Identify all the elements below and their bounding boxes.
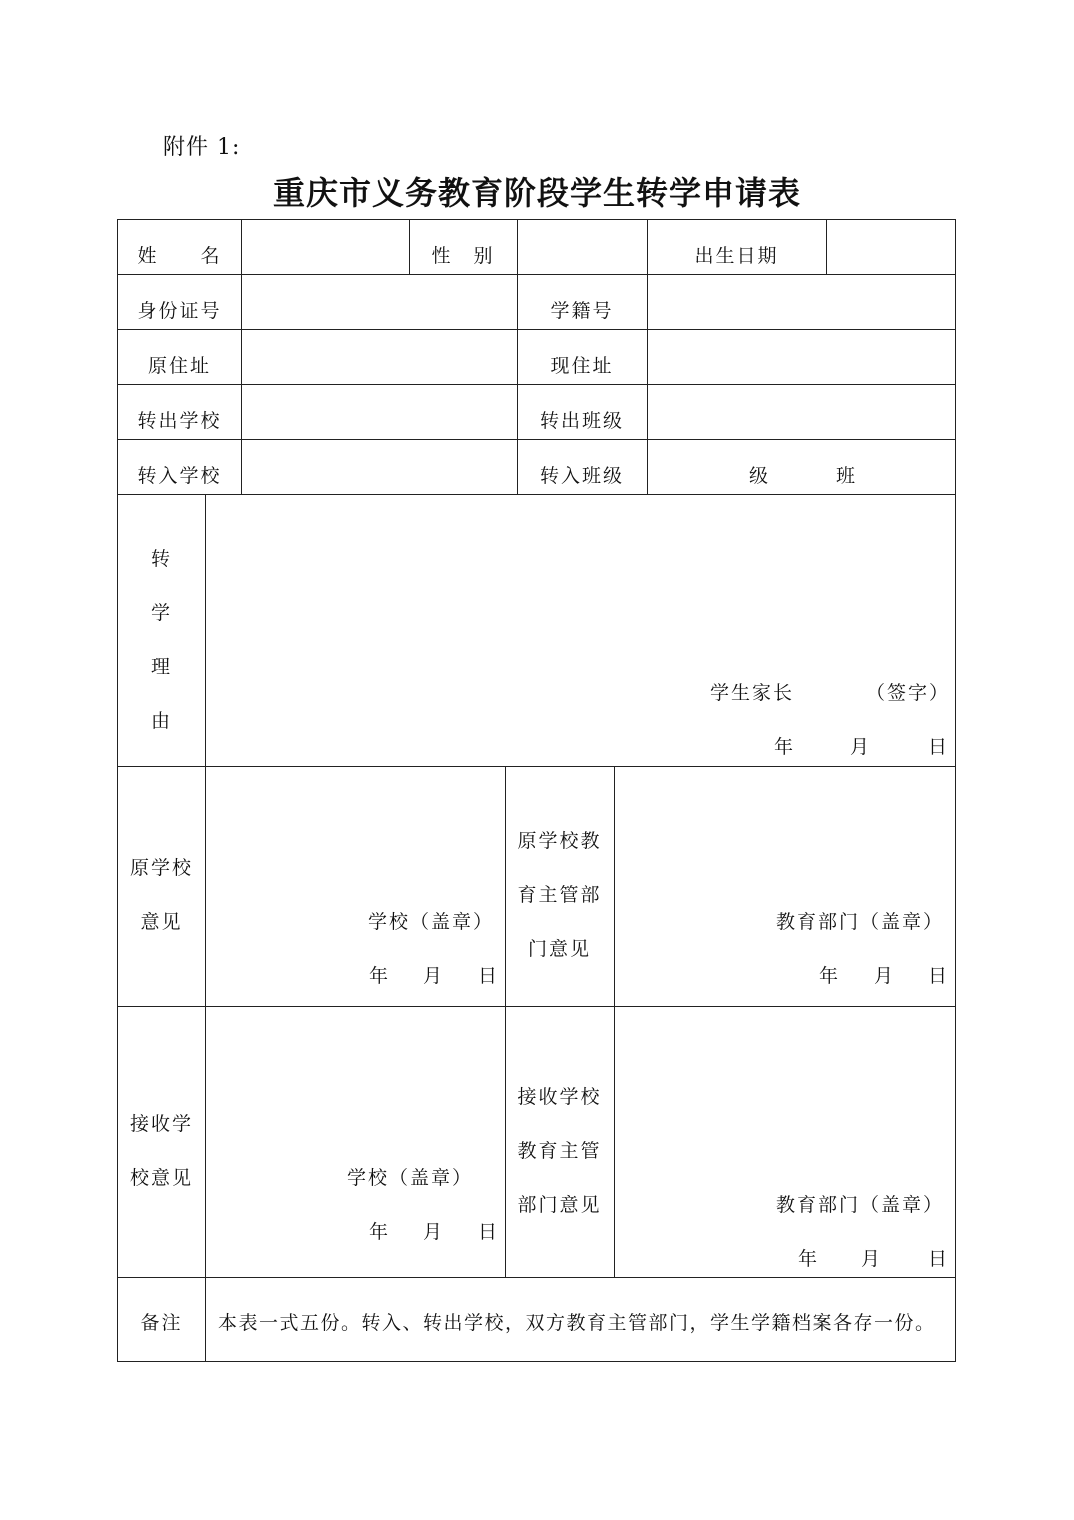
col-divider [205, 494, 206, 1361]
col-divider [614, 766, 615, 1277]
transfer-reason-field[interactable] [207, 496, 954, 764]
school-stamp-label: 学校（盖章） [368, 911, 495, 933]
row-divider [118, 1006, 955, 1007]
receiving-dept-opinion-field[interactable] [616, 1008, 954, 1276]
transfer-in-class-label: 转入班级 [539, 465, 624, 487]
old-address-field[interactable] [242, 331, 516, 383]
date-year-label: 年 [819, 965, 841, 987]
attachment-label: 附件 1: [163, 135, 241, 160]
date-month-label: 月 [423, 1221, 445, 1243]
class-unit-label: 班 [836, 465, 858, 487]
receiving-dept-opinion-label: 教育主管 [517, 1140, 602, 1162]
reason-label-char: 转 [150, 548, 172, 570]
name-label: 姓 名 [137, 245, 222, 267]
original-dept-opinion-label: 育主管部 [517, 884, 602, 906]
name-field[interactable] [242, 221, 408, 273]
original-school-opinion-label: 意见 [140, 911, 183, 933]
row-divider [118, 766, 955, 767]
signature-label: （签字） [866, 682, 951, 704]
dept-stamp-label: 教育部门（盖章） [776, 911, 945, 933]
date-day-label: 日 [928, 965, 950, 987]
dept-stamp-label: 教育部门（盖章） [776, 1194, 945, 1216]
reason-label-char: 理 [150, 656, 172, 678]
reason-label-char: 由 [150, 710, 172, 732]
date-year-label: 年 [369, 965, 391, 987]
row-divider [118, 329, 955, 330]
transfer-out-class-field[interactable] [648, 386, 954, 438]
original-school-opinion-field[interactable] [207, 768, 504, 1005]
row-divider [118, 1277, 955, 1278]
original-dept-opinion-label: 门意见 [527, 938, 591, 960]
new-address-field[interactable] [648, 331, 954, 383]
student-register-field[interactable] [648, 276, 954, 328]
row-divider [118, 439, 955, 440]
date-year-label: 年 [774, 736, 796, 758]
school-stamp-label: 学校（盖章） [347, 1167, 474, 1189]
transfer-out-class-label: 转出班级 [539, 410, 624, 432]
original-dept-opinion-label: 原学校教 [517, 830, 602, 852]
transfer-in-school-field[interactable] [242, 441, 516, 493]
id-number-label: 身份证号 [137, 300, 222, 322]
row-divider [118, 384, 955, 385]
application-form-table [117, 219, 956, 1362]
old-address-label: 原住址 [147, 355, 211, 377]
original-dept-opinion-field[interactable] [616, 768, 954, 1005]
reason-label-char: 学 [150, 602, 172, 624]
id-number-field[interactable] [242, 276, 516, 328]
form-title: 重庆市义务教育阶段学生转学申请表 [272, 174, 801, 212]
birth-date-field[interactable] [827, 221, 954, 273]
transfer-out-school-label: 转出学校 [137, 410, 222, 432]
receiving-school-opinion-label: 校意见 [129, 1167, 193, 1189]
date-day-label: 日 [928, 1248, 950, 1270]
transfer-in-school-label: 转入学校 [137, 465, 222, 487]
receiving-school-opinion-label: 接收学 [129, 1113, 193, 1135]
row-divider [118, 274, 955, 275]
gender-label: 性 别 [431, 245, 495, 267]
transfer-out-school-field[interactable] [242, 386, 516, 438]
original-school-opinion-label: 原学校 [129, 857, 193, 879]
receiving-dept-opinion-label: 部门意见 [517, 1194, 602, 1216]
date-day-label: 日 [478, 965, 500, 987]
receiving-school-opinion-field[interactable] [207, 1008, 504, 1276]
parent-label: 学生家长 [710, 682, 795, 704]
date-day-label: 日 [928, 736, 950, 758]
note-label: 备注 [140, 1312, 183, 1334]
gender-field[interactable] [518, 221, 646, 273]
date-month-label: 月 [861, 1248, 883, 1270]
grade-unit-label: 级 [749, 465, 771, 487]
new-address-label: 现住址 [550, 355, 614, 377]
transfer-in-class-field[interactable] [648, 441, 954, 493]
date-month-label: 月 [874, 965, 896, 987]
date-day-label: 日 [478, 1221, 500, 1243]
student-register-label: 学籍号 [550, 300, 614, 322]
date-month-label: 月 [423, 965, 445, 987]
birth-date-label: 出生日期 [694, 245, 779, 267]
date-year-label: 年 [369, 1221, 391, 1243]
receiving-dept-opinion-label: 接收学校 [517, 1086, 602, 1108]
date-year-label: 年 [798, 1248, 820, 1270]
date-month-label: 月 [850, 736, 872, 758]
note-text: 本表一式五份。转入、转出学校，双方教育主管部门，学生学籍档案各存一份。 [218, 1312, 936, 1334]
row-divider [118, 494, 955, 495]
